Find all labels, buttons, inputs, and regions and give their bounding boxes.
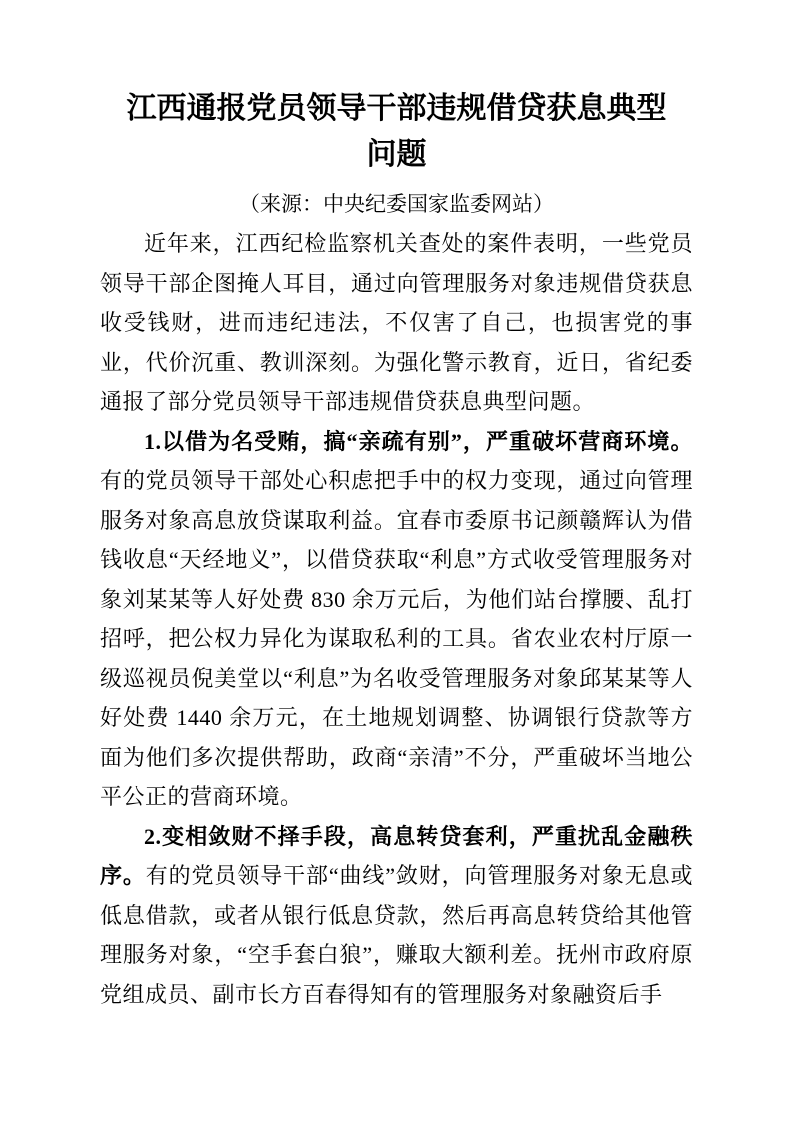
paragraph-text-segment: 近年来，江西纪检监察机关查处的案件表明，一些党员领导干部企图掩人耳目，通过向管理服务对象违规借贷获息收受钱财，进而违纪违法，不仅害了自己，也损害党的事业，代价沉重、教训深刻。为强化警示教育，近日，省纪委通报了部分党员领导干部违规借贷获息典型问题。: [100, 231, 693, 414]
source-line: （来源：中央纪委国家监委网站）: [239, 192, 554, 216]
paragraph-heading-segment: 2.变相敛财不择手段，高息转贷套利，严重扰乱金融秩序。: [100, 823, 693, 888]
paragraph: [100, 817, 693, 1015]
paragraph-text-segment: 有的党员领导干部处心积虑把手中的权力变现，通过向管理服务对象高息放贷谋取利益。宜春市委原书记颜赣辉认为借钱收息“天经地义”，以借贷获取“利息”方式收受管理服务对象刘某某等人好处费 830 余万元后，为他们站台撑腰、乱打招呼，把公权力异化为谋取私利的工具。省农业农村厅原一级巡视员倪美堂以“利息”为名收受管理服务对象邱某某等人好处费 1440 余万元，在土地规划调整、协调银行贷款等方面为他们多次提供帮助，政商“亲清”不分，严重破坏当地公平公正的营商环境。: [100, 468, 693, 809]
paragraph-heading-segment: 1.以借为名受贿，搞“亲疏有别”，严重破坏营商环境。: [144, 428, 693, 454]
document-body: [100, 224, 693, 1014]
paragraph: [100, 422, 693, 817]
paragraph-text-segment: 有的党员领导干部“曲线”敛财，向管理服务对象无息或低息借款，或者从银行低息贷款，然后再高息转贷给其他管理服务对象，“空手套白狼”，赚取大额利差。抚州市政府原党组成员、副市长方百春得知有的管理服务对象融资后手: [100, 863, 693, 1007]
paragraph: [100, 224, 693, 422]
document-title: 江西通报党员领导干部违规借贷获息典型问题: [126, 92, 667, 171]
